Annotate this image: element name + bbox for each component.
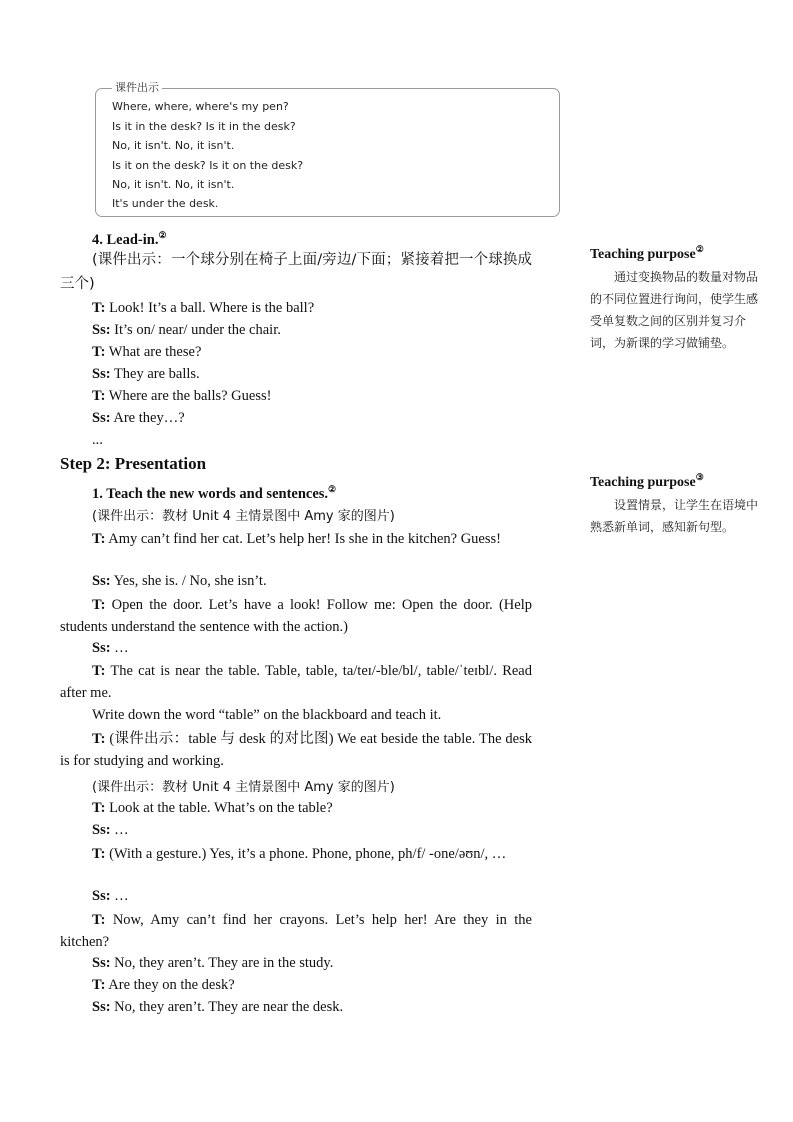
dialogue-paragraph: T: (课件出示：table 与 desk 的对比图) We eat beside the table. The desk is for studying and working. [60,731,532,769]
footnote-mark: ② [695,244,704,254]
dialogue-line: Ss: … [92,640,129,656]
courseware-line: Is it in the desk? Is it in the desk? [112,120,296,133]
courseware-box-title: 课件出示 [112,79,162,95]
dialogue-line: Ss: They are balls. [92,366,200,382]
section-heading: Step 2: Presentation [60,454,207,473]
courseware-line: Where, where, where's my pen? [112,100,289,113]
dialogue-line: T: Look at the table. What’s on the table? [92,800,333,816]
dialogue-paragraph: T: (With a gesture.) Yes, it’s a phone. Phone, phone, ph/f/ -one/əʊn/, … [92,846,507,862]
teaching-purpose-title: Teaching purpose③ [590,472,704,490]
dialogue-line: Ss: No, they aren’t. They are near the desk. [92,999,344,1015]
dialogue-line: Ss: Are they…? [92,410,185,426]
dialogue-paragraph: T: Now, Amy can’t find her crayons. Let’s help her! Are they in the kitchen? [60,912,532,950]
leadin-instruction: (课件出示：一个球分别在椅子上面/旁边/下面；紧接着把一个球换成三个) [60,252,532,292]
dialogue-line: Ss: Yes, she is. / No, she isn’t. [92,573,267,589]
dialogue-line: Ss: … [92,888,129,904]
courseware-line: No, it isn't. No, it isn't. [112,178,235,191]
courseware-line: No, it isn't. No, it isn't. [112,139,235,152]
footnote-mark: ③ [695,472,704,482]
teaching-purpose-title: Teaching purpose② [590,244,704,262]
courseware-line: It's under the desk. [112,197,219,210]
dialogue-line: Ss: It’s on/ near/ under the chair. [92,322,281,338]
dialogue-line: T: What are these? [92,344,202,360]
sub-heading: 1. Teach the new words and sentences.② [92,484,337,502]
footnote-mark: ② [328,484,337,494]
instruction: (课件出示：教材 Unit 4 主情景图中 Amy 家的图片) [92,780,395,795]
leadin-heading: 4. Lead-in.② [92,230,167,248]
instruction: (课件出示：教材 Unit 4 主情景图中 Amy 家的图片) [92,509,395,524]
ellipsis: ... [92,432,103,448]
courseware-line: Is it on the desk? Is it on the desk? [112,159,304,172]
dialogue-line: T: Look! It’s a ball. Where is the ball? [92,300,315,316]
dialogue-paragraph: T: Open the door. Let’s have a look! Follow me: Open the door. (Help students understand the sentence with the action.) [60,597,532,635]
dialogue-line: Ss: No, they aren’t. They are in the study. [92,955,334,971]
dialogue-line: T: Are they on the desk? [92,977,235,993]
teaching-purpose-body: 设置情景，让学生在语境中熟悉新单词，感知新句型。 [590,498,759,534]
teaching-purpose-body: 通过变换物品的数量对物品的不同位置进行询问，使学生感受单复数之间的区别并复习介词，为新课的学习做铺垫。 [590,270,759,350]
footnote-mark: ② [158,230,167,240]
dialogue-line: Ss: … [92,822,129,838]
dialogue-line: T: Where are the balls? Guess! [92,388,272,404]
dialogue-paragraph: T: Amy can’t find her cat. Let’s help her! Is she in the kitchen? Guess! [92,531,501,547]
dialogue-paragraph: T: The cat is near the table. Table, table, ta/teɪ/-ble/bl/, table/ˈteɪbl/. Read after me. [60,663,532,701]
teacher-action: Write down the word “table” on the blackboard and teach it. [92,707,442,723]
